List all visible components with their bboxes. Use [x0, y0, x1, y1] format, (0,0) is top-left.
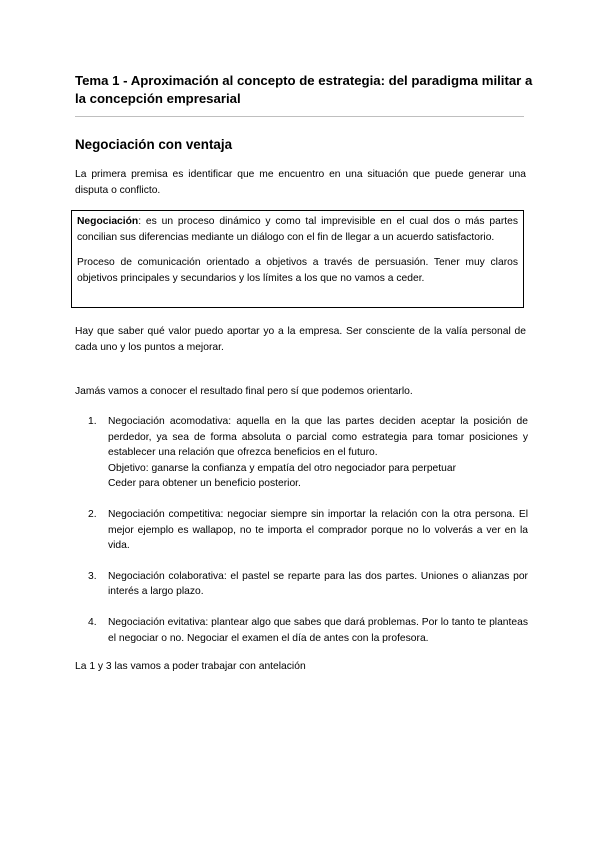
list-item-number: 3.	[88, 570, 97, 582]
intro-paragraph: La primera premisa es identificar que me encuentro en una situación que puede generar una disputa o conflicto.	[75, 169, 526, 196]
list-item	[88, 615, 528, 646]
list-item-text: Negociación competitiva: negociar siempre sin importar la relación con la otra persona. El mejor ejemplo es wallapop, no te importa el comprador porque no lo volverás a ver en la vida.	[108, 508, 528, 552]
list-item-objective: Objetivo: ganarse la confianza y empatía del otro negociador para perpetuar	[108, 462, 457, 474]
list-item-number: 2.	[88, 508, 97, 520]
negotiation-types-list	[88, 414, 528, 646]
list-item-objective-cont: Ceder para obtener un beneficio posterior.	[108, 478, 301, 490]
closing-paragraph: La 1 y 3 las vamos a poder trabajar con antelación	[75, 661, 306, 672]
list-item-number: 1.	[88, 416, 97, 427]
list-item-text: Negociación acomodativa: aquella en la que las partes deciden aceptar la posición de perdedor, ya sea de forma absoluta o parcial como estrategia para tomar posiciones y establecer una relación que ofrezca beneficios en el futuro.	[108, 416, 528, 459]
list-item	[88, 569, 528, 600]
list-item	[88, 414, 528, 492]
process-paragraph: Proceso de comunicación orientado a objetivos a través de persuasión. Tener muy claros objetivos principales y secundarios y los límites a los que no vamos a ceder.	[77, 257, 518, 284]
title-divider	[75, 116, 524, 117]
list-item-text: Negociación evitativa: plantear algo que sabes que dará problemas. Por lo tanto te planteas el negociar o no. Negociar el examen el día de antes con la profesora.	[108, 616, 528, 644]
definition-term: Negociación	[77, 216, 139, 227]
definition-box	[71, 210, 524, 308]
definition-text: : es un proceso dinámico y como tal imprevisible en el cual dos o más partes concilian sus diferencias mediante un diálogo con el fin de llegar a un acuerdo satisfactorio.	[77, 216, 518, 243]
result-paragraph: Jamás vamos a conocer el resultado final pero sí que podemos orientarlo.	[75, 386, 413, 397]
list-item-text: Negociación colaborativa: el pastel se reparte para las dos partes. Uniones o alianzas por interés a largo plazo.	[108, 570, 528, 598]
definition-paragraph	[77, 214, 518, 245]
document-title	[75, 72, 535, 108]
title-prefix: Tema 1	[75, 73, 120, 88]
value-paragraph: Hay que saber qué valor puedo aportar yo a la empresa. Ser consciente de la valía personal de cada uno y los puntos a mejorar.	[75, 326, 526, 353]
section-heading: Negociación con ventaja	[75, 137, 233, 152]
title-rest: - Aproximación al concepto de estrategia: del paradigma militar a la concepción empresarial	[75, 73, 533, 106]
list-item-number: 4.	[88, 616, 97, 628]
list-item	[88, 507, 528, 554]
